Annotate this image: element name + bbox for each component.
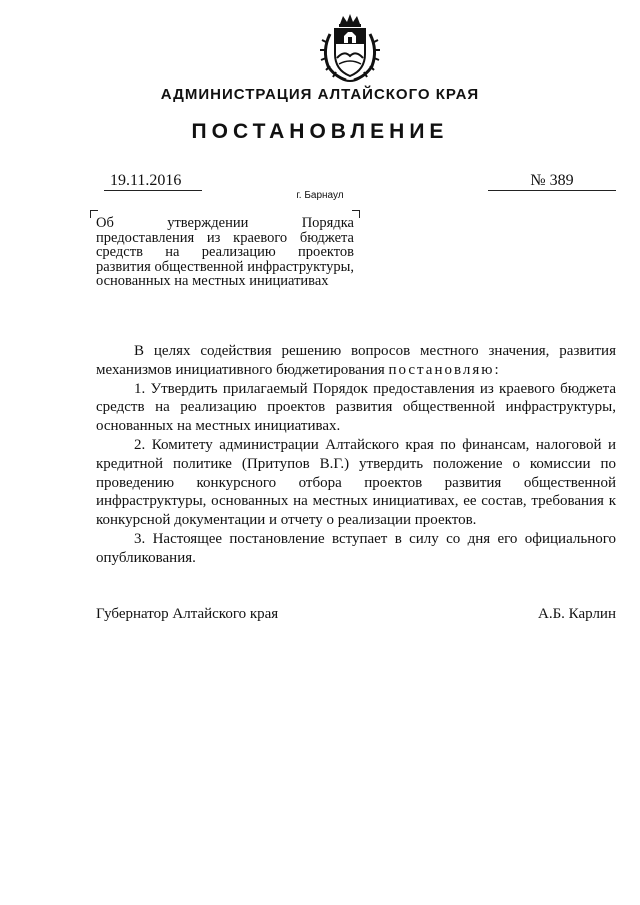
organization-title: АДМИНИСТРАЦИЯ АЛТАЙСКОГО КРАЯ <box>160 86 480 103</box>
document-body <box>96 342 616 568</box>
signatory-name: А.Б. Карлин <box>537 606 616 622</box>
body-item-2: 2. Комитету администрации Алтайского края по финансам, налоговой и кредитной политике (Притупов В.Г.) утвердить положение о комиссии по проведению конкурсного отбора проектов развития общественной инфраструктуры, основанных на местных инициативах, ее состав, требования к конкурсной документации и отчету о реализации проектов. <box>96 436 616 529</box>
body-item-1: 1. Утвердить прилагаемый Порядок предоставления из краевого бюджета средств на реализацию проектов развития общественной инфраструктуры, основанных на местных инициативах. <box>96 380 616 435</box>
body-intro <box>96 342 616 380</box>
document-date: 19.11.2016 <box>104 172 202 191</box>
body-item-3: 3. Настоящее постановление вступает в силу со дня его официального опубликования. <box>96 530 616 566</box>
decree-word: постановляю: <box>388 361 501 378</box>
coat-of-arms-icon <box>318 14 382 84</box>
body-intro-text: В целях содействия решению вопросов местного значения, развития механизмов инициативного бюджетирования <box>96 343 616 378</box>
signatory-position: Губернатор Алтайского края <box>96 606 279 622</box>
document-subject: Об утверждении Порядка предоставления из краевого бюджета средств на реализацию проектов развития общественной инфраструктуры, основанных на местных инициативах <box>96 215 354 289</box>
document-city: г. Барнаул <box>296 190 344 201</box>
document-type-title: ПОСТАНОВЛЕНИЕ <box>191 120 449 143</box>
document-number: № 389 <box>488 172 616 191</box>
